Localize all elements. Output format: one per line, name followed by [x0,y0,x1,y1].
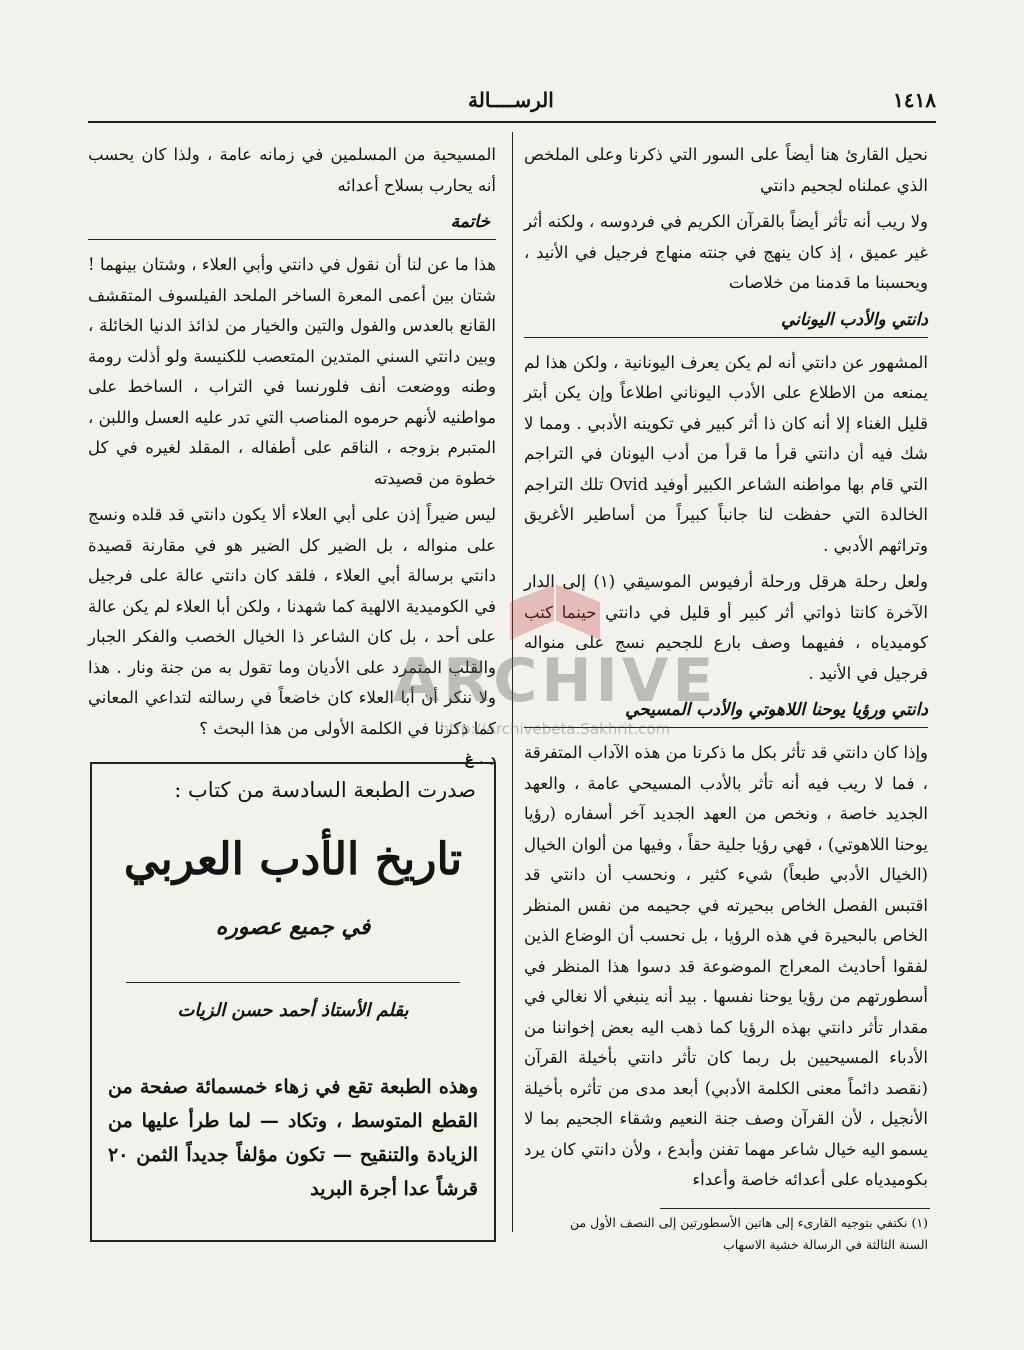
page-number: ١٤١٨ [893,88,936,112]
paragraph: ولعل رحلة هرقل ورحلة أرفيوس الموسيقي (١) إلى الدار الآخرة كانتا ذواتي أثر كبير أو قليل في دانتي حينما كتب كوميدياه ، ففيهما وصف بارع للجحيم نسج على منواله فرجيل في الأنيد . [524,572,928,683]
paragraph: ليس ضيراً إذن على أبي العلاء ألا يكون دانتي قد قلده ونسج على منواله ، بل الضير كل الضير هو في مقارنة قصيدة دانتي برسالة أبي العلاء ، فلقد كان دانتي عالة على فرجيل في الكوميدية الالهية كما شهدنا ، ولكن أبا العلاء لم يكن عالة على أحد ، بل كان الشاعر ذا الخيال الخصب والفكر الجبار والقلب المتمرد على الأديان وما تقول به من جنة ونار . هذا ولا ننكر أن أبا العلاء كان خاضعاً في رسالته لتداعي المعاني كما ذكرنا في الكلمة الأولى من هذا البحث ؟ [88,505,496,738]
section-heading-greek: دانتي والأدب اليوناني [524,305,928,338]
ad-divider [126,982,460,983]
author-signature: د . غ [464,750,496,768]
footnote: (١) نكتفي بتوجيه القارىء إلى هاتين الأسطورتين إلى النصف الأول من السنة الثالثة في الرسالة خشية الاسهاب [569,1215,928,1252]
section-heading-conclusion [88,207,496,240]
header-rule [88,121,936,123]
section-heading-john: دانتي ورؤيا يوحنا اللاهوتي والأدب المسيحي [524,695,928,728]
paragraph: ولا ريب أنه تأثر أيضاً بالقرآن الكريم في فردوسه ، ولكنه أثر غير عميق ، إذ كان ينهج في جنته منهاج فرجيل في الأنيد ، ويحسبنا ما قدمنا من خلاصات [524,212,928,292]
paragraph: المسيحية من المسلمين في زمانه عامة ، ولذا كان يحسب أنه يحارب بسلاح أعدائه [88,145,496,195]
ad-subtitle: في جميع عصوره [215,914,371,940]
ad-intro: صدرت الطبعة السادسة من كتاب : [174,778,476,802]
watermark-text: ARCHIVE [392,646,718,716]
paragraph: المشهور عن دانتي أنه لم يكن يعرف اليونانية ، ولكن هذا لم يمنعه من الاطلاع على الأدب اليوناني اطلاعاً وإن يكن أبتر قليل الغناء إلا أنه كان ذا أثر كبير في تكوينه الأدبي . ومما لا شك فيه أن دانتي قرأ ما قرأ من أدب اليونان في التراجم التي قام بها مواطنه الشاعر الكبير أوفيد Ovid تلك التراجم الخالدة التي حفظت لنا جانباً كبيراً من أساطير الأغريق وتراثهم الأدبي . [524,352,928,555]
column-divider [512,132,513,1232]
ad-book-title: تاريخ الأدب العربي [123,834,463,885]
ad-author: بقلم الأستاذ أحمد حسن الزيات [177,1000,409,1021]
watermark-url: http://Archivebeta.Sakhrit.com [439,720,671,738]
right-column [524,140,928,1202]
page-header [88,88,936,118]
paragraph: نحيل القارئ هنا أيضاً على السور التي ذكرنا وعلى الملخص الذي عملناه لجحيم دانتي [524,145,928,195]
paragraph: هذا ما عن لنا أن نقول في دانتي وأبي العلاء ، وشتان بينهما ! شتان بين أعمى المعرة الساخر الملحد الفيلسوف المتقشف القانع بالعدس والفول والتين والخيار من لذائذ الدنيا الخائلة ، وبين دانتي السني المتدين المتعصب للكنيسة ولو أذلت رومة وطنه ووضعت أنف فلورنسا في التراب ، الساخط على مواطنيه لأنهم حرموه المناصب التي تدر عليه العسل واللبن ، المتبرم بزوجه ، الناقم على أطفاله ، المقلد لغيره في كل خطوة من قصيدته [88,255,496,488]
running-title: الرســــالة [468,88,554,112]
conclusion-title: خاتمة [450,212,490,232]
book-advertisement [90,762,496,1242]
footnote-rule [660,1208,930,1209]
paragraph: وإذا كان دانتي قد تأثر بكل ما ذكرنا من هذه الآداب المتفرقة ، فما لا ريب فيه أنه تأثر بالأدب المسيحي عامة ، والعهد الجديد خاصة ، ونخص من العهد الجديد آخر أسفاره (رؤيا يوحنا اللاهوتي) ، فهي رؤيا جلية حقاً ، وفيها من ألوان الخيال (الخيال الأدبي طبعاً) شيء كثير ، ونحسب أن دانتي قد اقتبس الفصل الخاص ببحيرته في جحيمه من نفس المنظر الخاص بالبحيرة في هذه الرؤيا ، بل نحسب أن الوضاع الذين لفقوا أحاديث المعراج الموضوعة قد دسوا هذا المنظر في أسطورتهم من رؤيا يوحنا نفسها . بيد أنه ينبغي ألا نغالي في مقدار تأثر دانتي بهذه الرؤيا كما ذهب اليه بعض إخواننا من الأدباء المسيحيين بل ربما كان تأثر دانتي بأخيلة القرآن (نقصد دائماً معنى الكلمة الأدبي) أبعد مدى من تأثره بأخيلة الأنجيل ، لأن القرآن وصف جنة النعيم وشقاء الجحيم بما لا يسمو اليه خيال شاعر مهما تفنن وأبدع ، ولأن دانتي كان يرد بكوميدياه على أعدائه خاصة وأعداء [524,743,928,1189]
ad-body: وهذه الطبعة تقع في زهاء خمسمائة صفحة من القطع المتوسط ، وتكاد — لما طرأ عليها من الزيادة والتنقيح — تكون مؤلفاً جديداً الثمن ٢٠ قرشاً عدا أجرة البريد [108,1076,478,1200]
left-column [88,140,496,768]
